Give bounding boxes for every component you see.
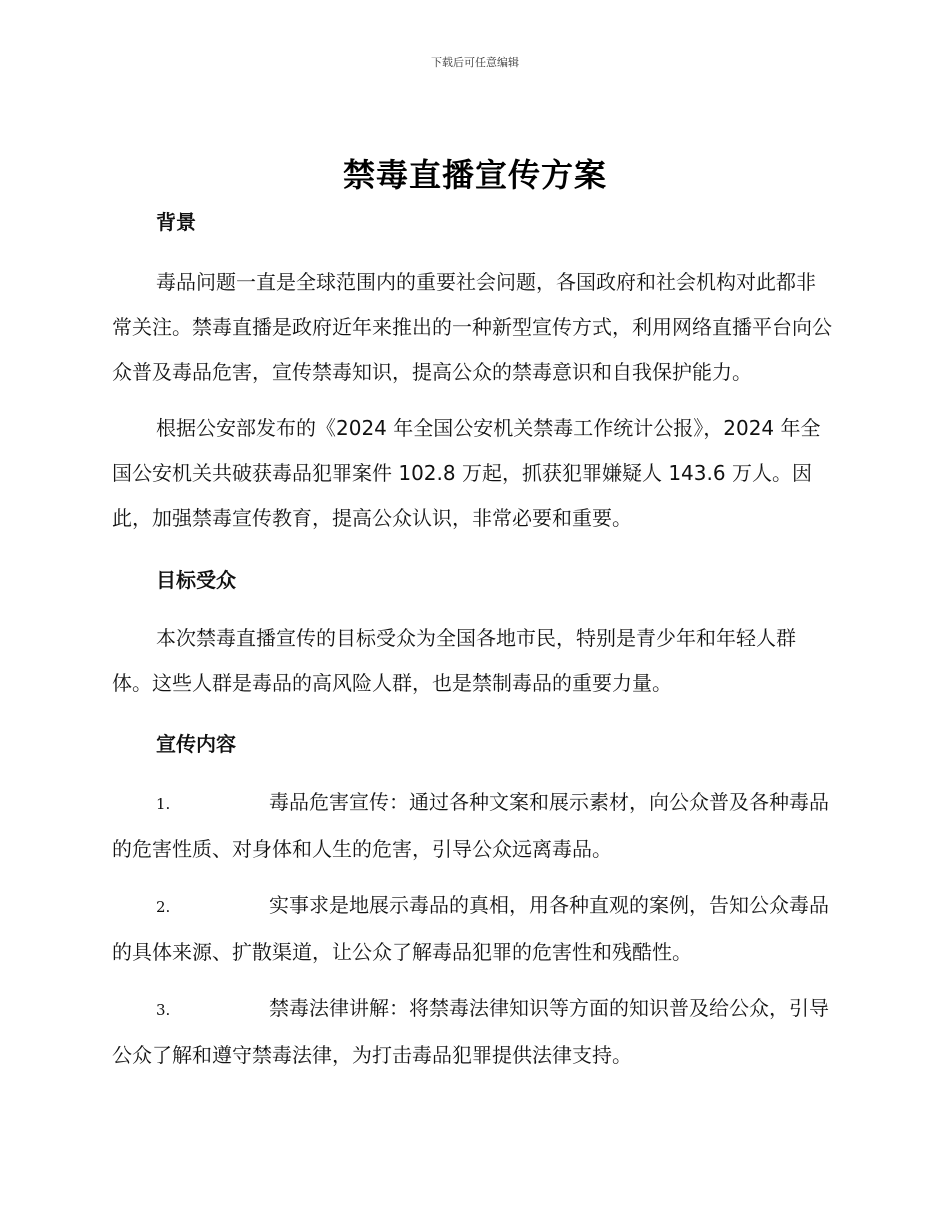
list-item — [112, 883, 834, 975]
list-item — [112, 780, 834, 872]
section-heading-background: 背景 — [156, 210, 196, 234]
list-item-text: 毒品危害宣传：通过各种文案和展示素材，向公众普及各种毒品的危害性质、对身体和人生的危害，引导公众远离毒品。 — [112, 790, 829, 861]
background-paragraph-1: 毒品问题一直是全球范围内的重要社会问题，各国政府和社会机构对此都非常关注。禁毒直播是政府近年来推出的一种新型宣传方式，利用网络直播平台向公众普及毒品危害，宣传禁毒知识，提高公众的禁毒意识和自我保护能力。 — [112, 270, 832, 384]
section-heading-audience: 目标受众 — [156, 568, 236, 592]
section-heading-content: 宣传内容 — [156, 732, 236, 756]
list-item — [112, 986, 834, 1078]
list-item-number: 2. — [156, 898, 171, 916]
audience-paragraph-1: 本次禁毒直播宣传的目标受众为全国各地市民，特别是青少年和年轻人群体。这些人群是毒品的高风险人群，也是禁制毒品的重要力量。 — [112, 626, 796, 695]
list-item-number: 3. — [156, 1001, 171, 1019]
document-body — [112, 205, 834, 1078]
document-title: 禁毒直播宣传方案 — [342, 156, 607, 194]
list-item-number: 1. — [156, 795, 171, 813]
list-item-text: 实事求是地展示毒品的真相，用各种直观的案例，告知公众毒品的具体来源、扩散渠道，让公众了解毒品犯罪的危害性和残酷性。 — [112, 893, 829, 964]
header-note: 下载后可任意编辑 — [431, 56, 519, 69]
list-item-text: 禁毒法律讲解：将禁毒法律知识等方面的知识普及给公众，引导公众了解和遵守禁毒法律，为打击毒品犯罪提供法律支持。 — [112, 996, 829, 1067]
background-paragraph-2: 根据公安部发布的《2024 年全国公安机关禁毒工作统计公报》，2024 年全国公安机关共破获毒品犯罪案件 102.8 万起，抓获犯罪嫌疑人 143.6 万人。因此，加强禁毒宣传教育，提高公众认识，非常必要和重要。 — [112, 416, 821, 530]
